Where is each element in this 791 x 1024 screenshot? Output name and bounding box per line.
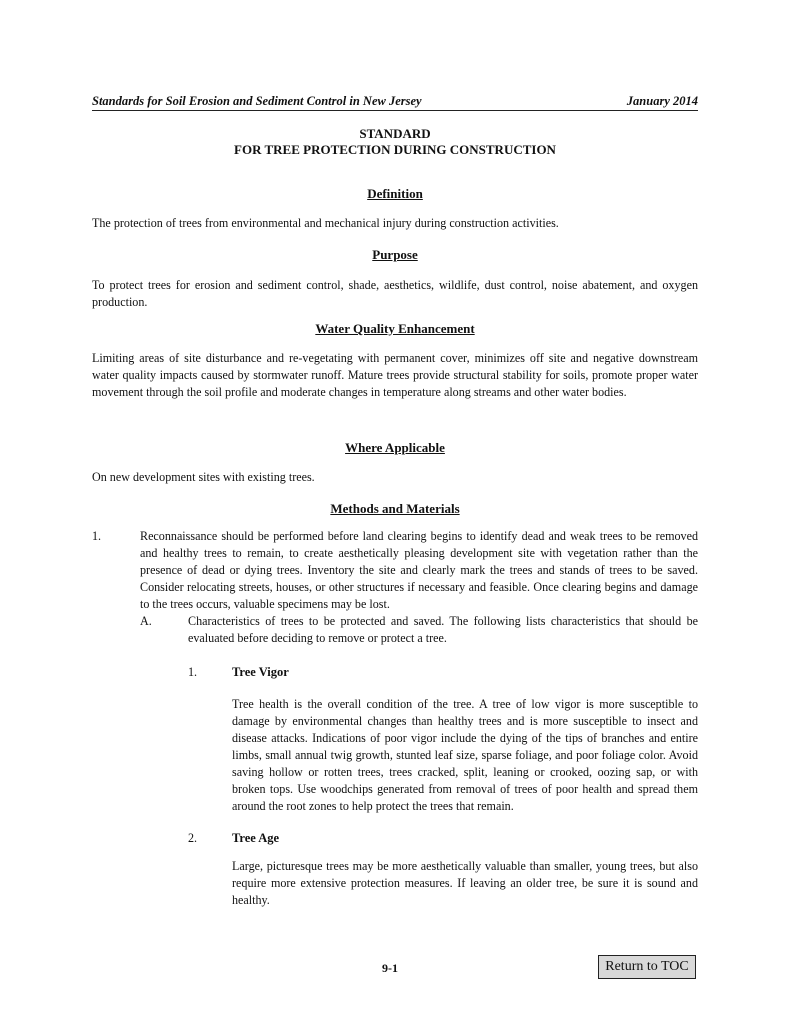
header-date: January 2014	[626, 94, 698, 108]
sub-item-number: 1.	[188, 665, 198, 679]
sub-item-heading: Tree Vigor	[232, 665, 289, 679]
purpose-heading: Purpose	[372, 247, 418, 262]
sub-item-text: Tree health is the overall condition of the tree. A tree of low vigor is more susceptible to damage by environmental changes than healthy trees and is more susceptible to insect and disease attacks. Indications of poor vigor include the dying of the tips of branches and entire limbs, small annual twig growth, stunted leaf size, sparse foliage, and poor foliage color. Avoid saving hollow or rotten trees, trees cracked, split, leaning or crooked, oozing sap, or with broken tops. Use woodchips generated from removal of trees of poor health and spread them around the root zones to help protect the trees that remain.	[232, 697, 698, 813]
return-to-toc-button[interactable]: Return to TOC	[598, 955, 696, 979]
definition-heading: Definition	[367, 186, 423, 201]
sub-item-number: 2.	[188, 831, 198, 845]
document-title	[92, 126, 698, 158]
item-number: A.	[140, 614, 152, 628]
purpose-text: To protect trees for erosion and sediment control, shade, aesthetics, wildlife, dust control, noise abatement, and oxygen production.	[92, 278, 698, 309]
where-applicable-text: On new development sites with existing trees.	[92, 470, 315, 484]
methods-heading: Methods and Materials	[330, 501, 460, 516]
title-line-2: FOR TREE PROTECTION DURING CONSTRUCTION	[234, 142, 556, 157]
water-quality-heading: Water Quality Enhancement	[315, 321, 475, 336]
sub-item-text: Large, picturesque trees may be more aesthetically valuable than smaller, young trees, but also require more extensive protection measures. If leaving an older tree, be sure it is sound and healthy.	[232, 859, 698, 907]
page-number: 9-1	[382, 961, 398, 975]
definition-text: The protection of trees from environmental and mechanical injury during construction activities.	[92, 216, 559, 230]
sub-item-heading: Tree Age	[232, 831, 280, 845]
header-rule	[92, 110, 698, 111]
where-applicable-heading: Where Applicable	[345, 440, 445, 455]
title-line-1: STANDARD	[359, 126, 431, 141]
water-quality-text: Limiting areas of site disturbance and re-vegetating with permanent cover, minimizes off site and negative downstream water quality impacts caused by stormwater runoff. Mature trees provide structural stability for soils, promote proper water movement through the soil profile and moderate changes in temperature along streams and other water bodies.	[92, 351, 698, 399]
header-title: Standards for Soil Erosion and Sediment Control in New Jersey	[92, 94, 422, 108]
item-text: Reconnaissance should be performed before land clearing begins to identify dead and weak trees to be removed and healthy trees to remain, to create aesthetically pleasing development site with vegetation rather than the presence of dead or dying trees. Inventory the site and clearly mark the trees and stands of trees to be saved. Consider relocating streets, houses, or other structures if necessary and feasible. Once clearing begins and damage to the trees occurs, valuable specimens may be lost.	[140, 529, 698, 611]
item-text: Characteristics of trees to be protected and saved. The following lists characteristics that should be evaluated before deciding to remove or protect a tree.	[188, 614, 698, 645]
running-header	[92, 94, 698, 109]
item-number: 1.	[92, 529, 102, 543]
